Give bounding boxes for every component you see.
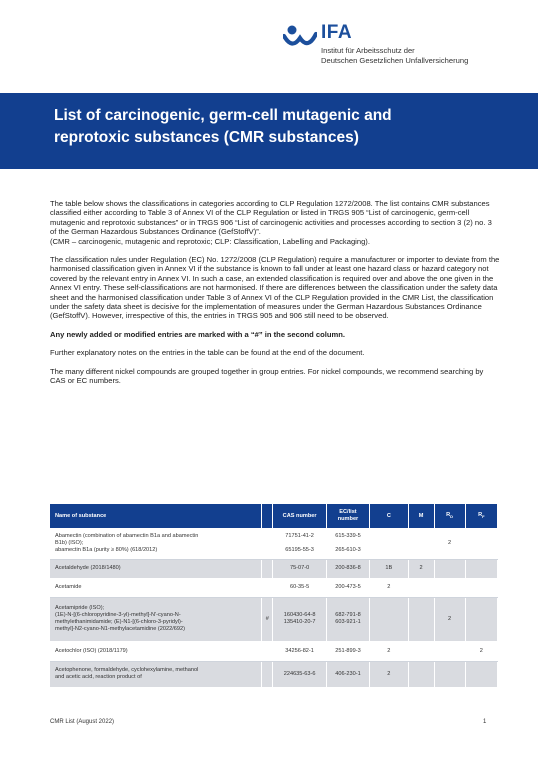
cell-substance-name — [50, 597, 262, 641]
cell-text: 65195-55-3 — [285, 546, 314, 553]
cell-ec: 406-230-1 — [326, 661, 369, 687]
cell-text: 603-921-1 — [335, 619, 361, 625]
cell-m: 2 — [408, 559, 434, 578]
intro-paragraph-2: The classification rules under Regulation (EC) No. 1272/2008 (CLP Regulation) require a manufacturer or importer to deviate from the harmonised classification given in Annex VI if the substance is known to fall under at least one hazard class or hazard category not covered by the relevant entry in Annex VI. In such a case, an extended classification is required over and above the one given in the Annex VI entry. These self-classifications are not harmonised. If there are differences between the classification under the safety data sheet and the harmonised classification under Table 3 of Annex VI of the CLP Regulation provided in the CMR List, the classification under the safety data sheet is decisive for the implementation of measures under the German Hazardous Substances Ordinance (GefStoffV). However, irrespective of this, the entries in TRGS 905 and 906 still need to be observed. — [50, 255, 500, 321]
cell-mark — [262, 528, 273, 559]
intro-paragraph-1 — [50, 199, 500, 246]
cell-rd: 2 — [434, 597, 465, 641]
cell-rd — [434, 559, 465, 578]
cell-cas: 75-07-0 — [273, 559, 327, 578]
footer-document-label: CMR List (August 2022) — [50, 719, 115, 725]
cell-rf — [465, 661, 497, 687]
cell-m — [408, 597, 434, 641]
cell-text: 71751-41-2 — [285, 532, 314, 539]
logo-subtitle-line1: Institut für Arbeitsschutz der — [321, 46, 415, 55]
cell-c: 2 — [370, 578, 409, 597]
header-ec-number — [326, 504, 369, 528]
table-row — [50, 528, 498, 559]
cell-ec — [326, 597, 369, 641]
cell-mark — [262, 578, 273, 597]
cell-c — [370, 597, 409, 641]
cell-rf — [465, 528, 497, 559]
cell-mark — [262, 559, 273, 578]
intro-paragraph-3: Any newly added or modified entries are marked with a “#” in the second column. — [50, 329, 345, 339]
cell-text: (1E)-N-[(6-chloropyridine-3-yl)-methyl]-N'-cyano-N- — [55, 612, 181, 618]
cell-text: 135410-20-7 — [283, 619, 316, 625]
header-c: C — [370, 504, 409, 528]
cell-ec: 251-899-3 — [326, 641, 369, 661]
cell-c: 2 — [370, 641, 409, 661]
cell-cas: 224635-63-6 — [273, 661, 327, 687]
ifa-logo — [283, 22, 523, 72]
table-row — [50, 578, 498, 597]
cell-mark — [262, 641, 273, 661]
cell-c: 2 — [370, 661, 409, 687]
cell-rd: 2 — [434, 528, 465, 559]
table-row — [50, 661, 498, 687]
cell-text: 160430-64-8 — [283, 612, 316, 618]
cell-text: and acetic acid, reaction product of — [55, 674, 142, 680]
substance-table — [50, 504, 498, 688]
cmr-table — [50, 504, 498, 688]
intro-paragraph-1-text: The table below shows the classifications in categories according to CLP Regulation 1272/2008. The list contains CMR substances classified either according to Table 3 of Annex VI of the CLP Regulation or listed in TRGS 905 “List of carcinogenic, germ-cell mutagenic and reprotoxic substances” or in TRGS 906 “List of carcinogenic activities and processes according to section 3 (2) no. 3 of the German Hazardous Substances Ordinance (GefStoffV)”. — [50, 199, 492, 237]
cell-c: 1B — [370, 559, 409, 578]
intro-paragraph-5: The many different nickel compounds are grouped together in group entries. For nickel compounds, we recommend searching by CAS or EC numbers. — [50, 366, 484, 386]
cell-rf: 2 — [465, 641, 497, 661]
header-cas-number: CAS number — [273, 504, 327, 528]
header-ec-number-text: EC/list number — [337, 509, 359, 522]
cell-m — [408, 661, 434, 687]
cell-text: methyl]-N2-cyano-N1-methylacetamidine (2022/692) — [55, 626, 185, 632]
cell-m — [408, 641, 434, 661]
intro-paragraph-1-abbrev: (CMR – carcinogenic, mutagenic and reprotoxic; CLP: Classification, Labelling and Packaging). — [50, 236, 370, 246]
cell-text: Acetophenone, formaldehyde, cyclohexylamine, methanol — [55, 667, 199, 673]
page-title-line1: List of carcinogenic, germ-cell mutagenic and — [54, 107, 392, 124]
table-row — [50, 641, 498, 661]
cell-text: abamectin B1a (purity ≥ 80%) (618/2012) — [55, 546, 158, 553]
cell-text: 615-339-5 — [335, 532, 361, 539]
intro-text — [50, 199, 500, 395]
cell-text: 265-610-3 — [335, 546, 361, 553]
title-band — [0, 93, 538, 169]
cell-text: Abamectin (combination of abamectin B1a and abamectin — [55, 532, 199, 539]
cell-text: Acetamipride (ISO); — [55, 605, 105, 611]
cell-rd — [434, 641, 465, 661]
header-rf: $R_F$ — [465, 504, 497, 528]
cell-ec: 200-836-8 — [326, 559, 369, 578]
intro-paragraph-4: Further explanatory notes on the entries in the table can be found at the end of the document. — [50, 348, 365, 358]
cell-m — [408, 578, 434, 597]
footer-page-number: 1 — [483, 719, 487, 725]
cell-mark — [262, 661, 273, 687]
table-row — [50, 597, 498, 641]
cell-substance-name: Acetamide — [50, 578, 262, 597]
cell-text: 682-791-8 — [335, 612, 361, 618]
cell-ec — [326, 528, 369, 559]
cell-substance-name: Acetaldehyde (2018/1480) — [50, 559, 262, 578]
cell-substance-name: Acetochlor (ISO) (2018/1179) — [50, 641, 262, 661]
cell-m — [408, 528, 434, 559]
cell-rd — [434, 578, 465, 597]
cell-rf — [465, 559, 497, 578]
cell-cas — [273, 528, 327, 559]
cell-text: B1b) (ISO); — [55, 539, 84, 546]
cell-substance-name — [50, 661, 262, 687]
header-mark — [262, 504, 273, 528]
cell-cas — [273, 597, 327, 641]
cell-cas: 34256-82-1 — [273, 641, 327, 661]
cell-cas: 60-35-5 — [273, 578, 327, 597]
cell-ec: 200-473-5 — [326, 578, 369, 597]
logo-subtitle-line2: Deutschen Gesetzlichen Unfallversicherung — [321, 56, 469, 65]
ifa-logo-icon — [283, 24, 317, 50]
cell-substance-name — [50, 528, 262, 559]
logo-text: IFA — [321, 22, 353, 43]
logo-subtitle — [321, 46, 468, 66]
table-row — [50, 559, 498, 578]
page-title-line2: reprotoxic substances (CMR substances) — [54, 129, 359, 146]
header-name-of-substance: Name of substance — [50, 504, 262, 528]
cell-mark: # — [262, 597, 273, 641]
table-header-row — [50, 504, 498, 528]
page-title — [54, 105, 494, 149]
cell-rd — [434, 661, 465, 687]
header-rd: $R_D$ — [434, 504, 465, 528]
cell-rf — [465, 578, 497, 597]
cell-text: methylethanimidamide; (E)-N1-[(6-chloro-3-pyridyl)- — [55, 619, 183, 625]
cell-rf — [465, 597, 497, 641]
cell-c — [370, 528, 409, 559]
header-m: M — [408, 504, 434, 528]
